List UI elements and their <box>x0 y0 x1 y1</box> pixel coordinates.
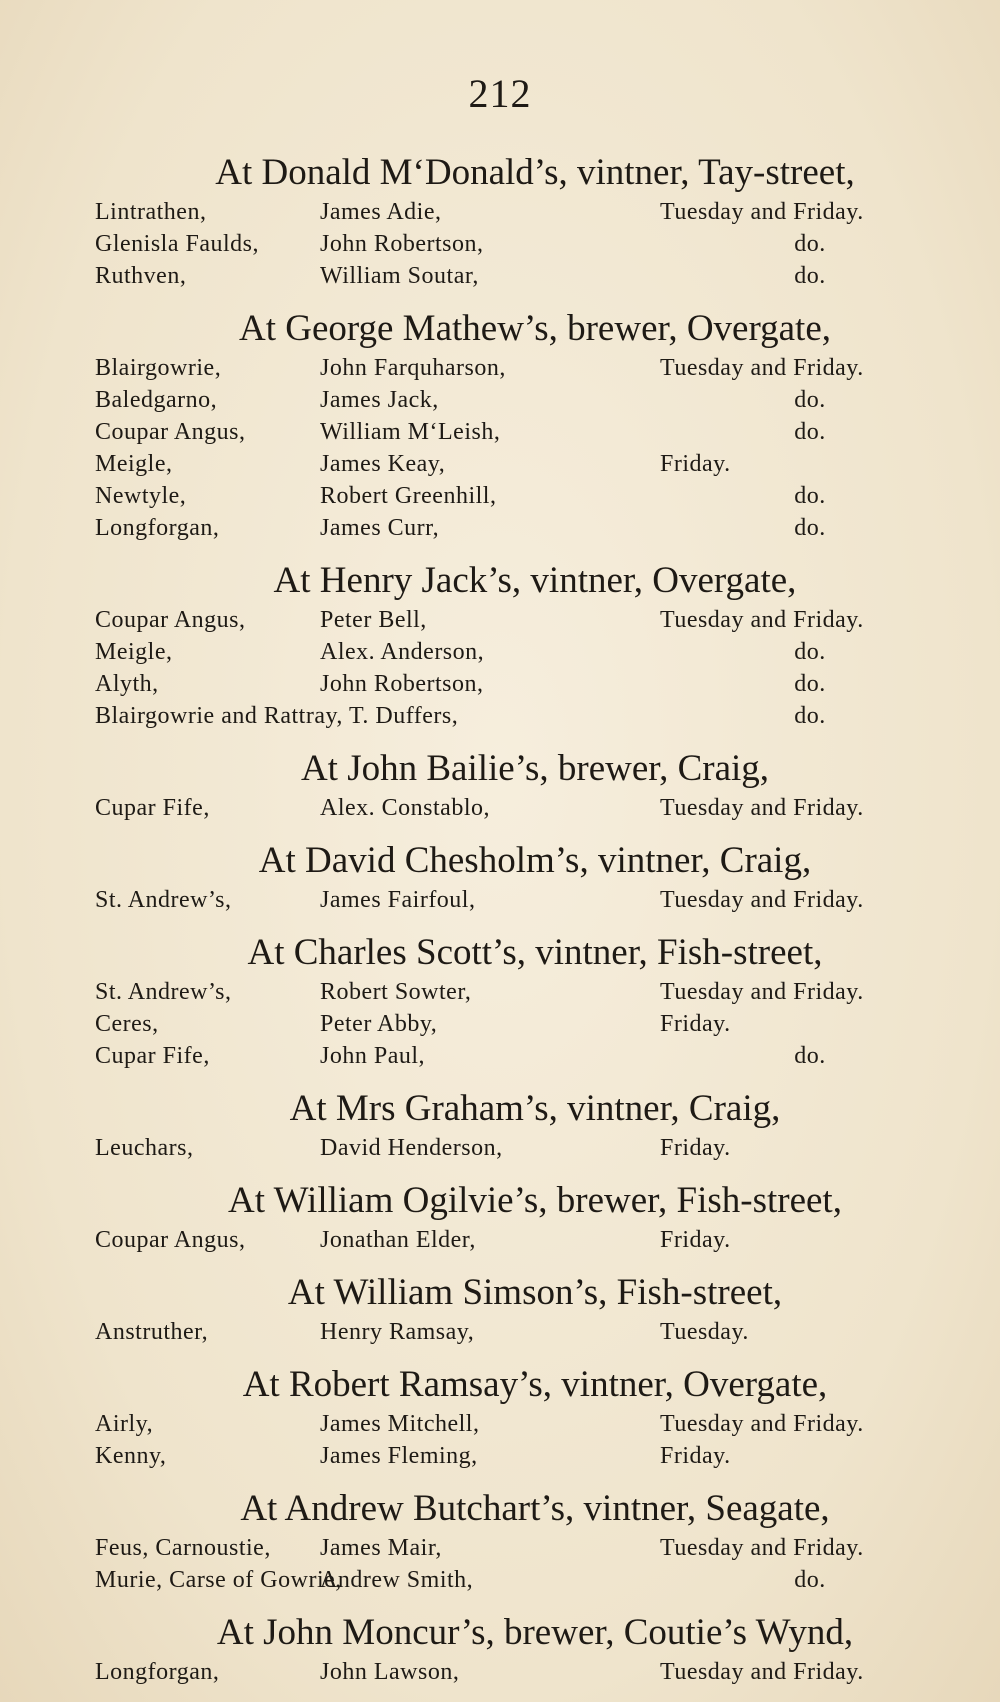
place-name: Alyth, <box>95 671 159 697</box>
departure-days: Tuesday and Friday. <box>660 979 864 1005</box>
place-name: Baledgarno, <box>95 387 218 413</box>
carrier-name: John Farquharson, <box>320 355 506 381</box>
place-name: Glenisla Faulds, <box>95 231 259 257</box>
inn-section <box>95 1086 955 1164</box>
carrier-row <box>95 416 955 448</box>
departure-days: Tuesday and Friday. <box>660 607 864 633</box>
carrier-name: Peter Abby, <box>320 1011 438 1037</box>
place-name: Kenny, <box>95 1443 167 1469</box>
departure-days: Tuesday and Friday. <box>660 355 864 381</box>
carrier-row <box>95 480 955 512</box>
carrier-name: William M‘Leish, <box>320 419 501 445</box>
place-name: Blairgowrie, <box>95 355 222 381</box>
inn-heading: At William Ogilvie’s, brewer, Fish-street, <box>228 1180 842 1221</box>
carrier-row <box>95 976 955 1008</box>
carrier-name: Robert Sowter, <box>320 979 472 1005</box>
inn-heading: At Andrew Butchart’s, vintner, Seagate, <box>240 1488 830 1529</box>
carrier-row <box>95 884 955 916</box>
carrier-row <box>95 1132 955 1164</box>
place-name: Longforgan, <box>95 1659 220 1685</box>
inn-heading: At George Mathew’s, brewer, Overgate, <box>238 308 832 349</box>
carrier-row <box>95 196 955 228</box>
carrier-row <box>95 448 955 480</box>
place-name: Feus, Carnoustie, <box>95 1535 271 1561</box>
inn-heading: At John Moncur’s, brewer, Coutie’s Wynd, <box>216 1612 854 1653</box>
place-name: Blairgowrie and Rattray, T. Duffers, <box>95 703 459 729</box>
carrier-name: John Paul, <box>320 1043 426 1069</box>
carrier-name: Peter Bell, <box>320 607 427 633</box>
inn-section <box>95 1610 955 1688</box>
place-name: Meigle, <box>95 639 173 665</box>
carrier-row <box>95 1224 955 1256</box>
carrier-name: John Robertson, <box>320 231 484 257</box>
carrier-name: Jonathan Elder, <box>320 1227 476 1253</box>
carrier-row <box>95 700 955 732</box>
inn-heading: At Charles Scott’s, vintner, Fish-street, <box>247 932 823 973</box>
carrier-row <box>95 1656 955 1688</box>
departure-days: Tuesday and Friday. <box>660 795 864 821</box>
carrier-name: David Henderson, <box>320 1135 503 1161</box>
place-name: Meigle, <box>95 451 173 477</box>
place-name: Murie, Carse of Gowrie, <box>95 1567 342 1593</box>
departure-days: Tuesday and Friday. <box>660 1411 864 1437</box>
place-name: Cupar Fife, <box>95 1043 210 1069</box>
departure-days: do. <box>794 419 826 445</box>
place-name: Newtyle, <box>95 483 187 509</box>
place-name: St. Andrew’s, <box>95 887 232 913</box>
inn-section <box>95 1178 955 1256</box>
carrier-row <box>95 228 955 260</box>
carrier-name: Alex. Constablo, <box>320 795 490 821</box>
departure-days: do. <box>794 231 826 257</box>
inn-section <box>95 558 955 732</box>
carrier-name: John Robertson, <box>320 671 484 697</box>
carrier-name: James Mitchell, <box>320 1411 480 1437</box>
carrier-row <box>95 1316 955 1348</box>
carrier-listings <box>95 150 955 1702</box>
carrier-name: Andrew Smith, <box>320 1567 474 1593</box>
place-name: Ceres, <box>95 1011 159 1037</box>
inn-section <box>95 1362 955 1472</box>
departure-days: do. <box>794 639 826 665</box>
carrier-row <box>95 1008 955 1040</box>
carrier-row <box>95 352 955 384</box>
carrier-row <box>95 636 955 668</box>
inn-heading: At John Bailie’s, brewer, Craig, <box>300 748 770 789</box>
departure-days: Tuesday and Friday. <box>660 1659 864 1685</box>
departure-days: do. <box>794 515 826 541</box>
carrier-name: Alex. Anderson, <box>320 639 485 665</box>
carrier-name: Robert Greenhill, <box>320 483 497 509</box>
inn-heading: At Donald M‘Donald’s, vintner, Tay-street, <box>215 152 855 193</box>
carrier-name: James Mair, <box>320 1535 442 1561</box>
departure-days: Friday. <box>660 1135 731 1161</box>
departure-days: Tuesday. <box>660 1319 749 1345</box>
carrier-row <box>95 1040 955 1072</box>
inn-heading: At William Simson’s, Fish-street, <box>287 1272 783 1313</box>
place-name: Ruthven, <box>95 263 187 289</box>
page-number: 212 <box>468 71 532 116</box>
carrier-row <box>95 604 955 636</box>
carrier-name: James Keay, <box>320 451 446 477</box>
carrier-name: William Soutar, <box>320 263 479 289</box>
departure-days: do. <box>794 263 826 289</box>
departure-days: do. <box>794 483 826 509</box>
departure-days: do. <box>794 671 826 697</box>
place-name: Lintrathen, <box>95 199 207 225</box>
place-name: Longforgan, <box>95 515 220 541</box>
departure-days: Tuesday and Friday. <box>660 1535 864 1561</box>
place-name: Anstruther, <box>95 1319 209 1345</box>
inn-section <box>95 930 955 1072</box>
inn-heading: At Mrs Graham’s, vintner, Craig, <box>289 1088 781 1129</box>
carrier-name: John Lawson, <box>320 1659 460 1685</box>
carrier-name: Henry Ramsay, <box>320 1319 475 1345</box>
inn-section <box>95 150 955 292</box>
place-name: Coupar Angus, <box>95 607 246 633</box>
carrier-row <box>95 512 955 544</box>
carrier-name: James Fairfoul, <box>320 887 476 913</box>
inn-section <box>95 1270 955 1348</box>
departure-days: do. <box>794 1567 826 1593</box>
inn-section <box>95 1486 955 1596</box>
carrier-name: James Fleming, <box>320 1443 478 1469</box>
place-name: Leuchars, <box>95 1135 194 1161</box>
carrier-row <box>95 668 955 700</box>
inn-section <box>95 306 955 544</box>
carrier-name: James Adie, <box>320 199 442 225</box>
departure-days: Friday. <box>660 1443 731 1469</box>
inn-heading: At Henry Jack’s, vintner, Overgate, <box>273 560 797 601</box>
inn-section <box>95 838 955 916</box>
departure-days: do. <box>794 1043 826 1069</box>
place-name: St. Andrew’s, <box>95 979 232 1005</box>
departure-days: do. <box>794 387 826 413</box>
carrier-name: James Jack, <box>320 387 439 413</box>
departure-days: Friday. <box>660 1227 731 1253</box>
departure-days: Friday. <box>660 1011 731 1037</box>
place-name: Cupar Fife, <box>95 795 210 821</box>
inn-heading: At David Chesholm’s, vintner, Craig, <box>258 840 812 881</box>
departure-days: Friday. <box>660 451 731 477</box>
place-name: Coupar Angus, <box>95 1227 246 1253</box>
carrier-row <box>95 1440 955 1472</box>
inn-heading: At Robert Ramsay’s, vintner, Overgate, <box>242 1364 828 1405</box>
departure-days: Tuesday and Friday. <box>660 887 864 913</box>
carrier-row <box>95 1532 955 1564</box>
carrier-row <box>95 260 955 292</box>
inn-section <box>95 746 955 824</box>
place-name: Airly, <box>95 1411 154 1437</box>
carrier-row <box>95 1564 955 1596</box>
carrier-name: James Curr, <box>320 515 440 541</box>
place-name: Coupar Angus, <box>95 419 246 445</box>
carrier-row <box>95 1408 955 1440</box>
carrier-row <box>95 792 955 824</box>
carrier-row <box>95 384 955 416</box>
departure-days: do. <box>794 703 826 729</box>
departure-days: Tuesday and Friday. <box>660 199 864 225</box>
